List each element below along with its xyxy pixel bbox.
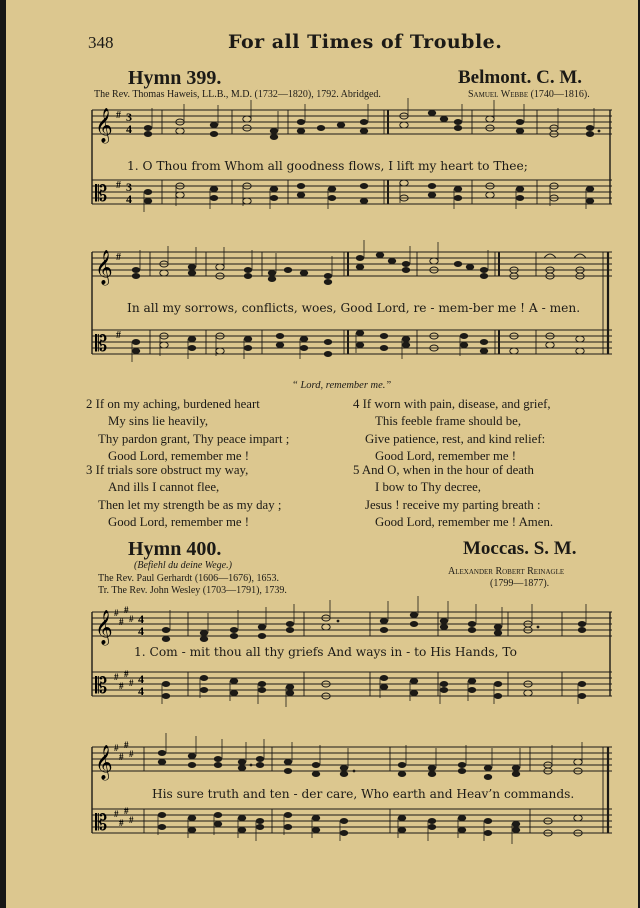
svg-text:𝄞: 𝄞 — [95, 250, 113, 285]
verse-3 — [86, 462, 281, 532]
svg-text:#: # — [114, 672, 119, 682]
svg-text:#: # — [116, 180, 121, 191]
svg-text:#: # — [114, 809, 119, 819]
hymn-400-translator: Tr. The Rev. John Wesley (1703—1791), 1739. — [98, 585, 287, 596]
verse-number: 5 — [353, 463, 360, 477]
svg-text:𝄞: 𝄞 — [95, 745, 113, 780]
svg-text:𝄞: 𝄞 — [95, 610, 113, 645]
svg-text:𝄡: 𝄡 — [95, 674, 108, 699]
svg-text:𝄡: 𝄡 — [95, 182, 108, 207]
hymn-399-tune: Belmont. C. M. — [458, 67, 583, 88]
svg-text:4: 4 — [138, 612, 144, 626]
hymn-400-original-title: (Befiehl du deine Wege.) — [134, 560, 232, 571]
hymn-400-composer-name: Alexander Robert Reinagle — [448, 566, 565, 577]
verse-line: If on my aching, burdened heart — [95, 397, 260, 411]
verse-line: If trials sore obstruct my way, — [95, 463, 249, 477]
hymnal-page — [6, 0, 638, 908]
hymn-399-title: Hymn 399. — [128, 67, 222, 89]
verse-line: My sins lie heavily, — [108, 414, 209, 429]
verse-line: I bow to Thy decree, — [375, 480, 482, 495]
svg-text:#: # — [129, 815, 134, 825]
hymn-399-author: The Rev. Thomas Haweis, LL.B., M.D. (1732—1820), 1792. Abridged. — [94, 89, 381, 100]
svg-text:#: # — [129, 749, 134, 759]
svg-text:#: # — [124, 740, 129, 750]
svg-text:#: # — [119, 752, 124, 762]
hymn-400-title: Hymn 400. — [128, 538, 222, 560]
running-head: For all Times of Trouble. — [228, 31, 503, 53]
verse-line: And O, when in the hour of death — [361, 463, 534, 477]
verse-line: Good Lord, remember me ! Amen. — [375, 515, 554, 530]
svg-text:#: # — [129, 678, 134, 688]
svg-text:4: 4 — [138, 684, 144, 698]
svg-text:𝄡: 𝄡 — [95, 332, 108, 357]
hymn-399-lyrics-line-2: In all my sorrows, conflicts, woes, Good Lord, re - mem-ber me ! A - men. — [127, 301, 581, 315]
svg-text:#: # — [114, 608, 119, 618]
svg-text:#: # — [129, 614, 134, 624]
verse-line: Good Lord, remember me ! — [375, 449, 517, 464]
svg-text:3: 3 — [126, 110, 132, 124]
svg-text:3: 3 — [126, 180, 132, 194]
verse-number: 3 — [86, 463, 93, 477]
page-number: 348 — [88, 33, 114, 52]
svg-text:#: # — [119, 818, 124, 828]
svg-text:𝄡: 𝄡 — [95, 811, 108, 836]
svg-text:𝄞: 𝄞 — [95, 108, 113, 143]
verse-line: Give patience, rest, and kind relief: — [365, 431, 546, 446]
hymn-400-composer-dates: (1799—1877). — [490, 578, 550, 589]
svg-text:4: 4 — [138, 672, 144, 686]
verse-line: Thy pardon grant, Thy peace impart ; — [98, 431, 290, 446]
hymn-400-tune: Moccas. S. M. — [463, 538, 577, 559]
hymn-400-lyrics-line-2: His sure truth and ten - der care, Who earth and Heav’n commands. — [152, 787, 575, 801]
verse-line: Good Lord, remember me ! — [108, 515, 250, 530]
verse-2 — [86, 396, 289, 466]
verse-line: Good Lord, remember me ! — [108, 449, 250, 464]
verse-number: 2 — [86, 397, 93, 411]
svg-text:#: # — [116, 252, 121, 263]
hymn-399-lyrics-line-1: 1. O Thou from Whom all goodness flows, I lift my heart to Thee; — [127, 159, 528, 173]
verse-line: Jesus ! receive my parting breath : — [365, 497, 541, 512]
svg-text:#: # — [116, 110, 121, 121]
hymn-400-lyrics-line-1: 1. Com - mit thou all thy griefs And ways in - to His Hands, To — [134, 645, 517, 659]
verse-5 — [353, 462, 553, 532]
verse-number: 4 — [353, 397, 360, 411]
svg-text:4: 4 — [126, 122, 132, 136]
verse-line: And ills I cannot flee, — [108, 480, 220, 495]
verse-line: Then let my strength be as my day ; — [98, 497, 282, 512]
svg-text:4: 4 — [126, 192, 132, 206]
svg-text:#: # — [124, 605, 129, 615]
illustration-caption: “ Lord, remember me.” — [292, 380, 392, 391]
verse-4 — [353, 396, 551, 466]
svg-text:#: # — [116, 330, 121, 341]
svg-text:#: # — [124, 669, 129, 679]
svg-text:#: # — [114, 743, 119, 753]
verse-line: If worn with pain, disease, and grief, — [362, 397, 551, 411]
hymn-400-system-1 — [92, 600, 612, 720]
svg-text:#: # — [119, 681, 124, 691]
svg-text:#: # — [124, 806, 129, 816]
svg-text:4: 4 — [138, 624, 144, 638]
verse-line: This feeble frame should be, — [375, 414, 522, 429]
svg-text:#: # — [119, 617, 124, 627]
hymn-399-composer: Samuel Webbe (1740—1816). — [468, 89, 590, 100]
hymn-400-author: The Rev. Paul Gerhardt (1606—1676), 1653. — [98, 573, 279, 584]
